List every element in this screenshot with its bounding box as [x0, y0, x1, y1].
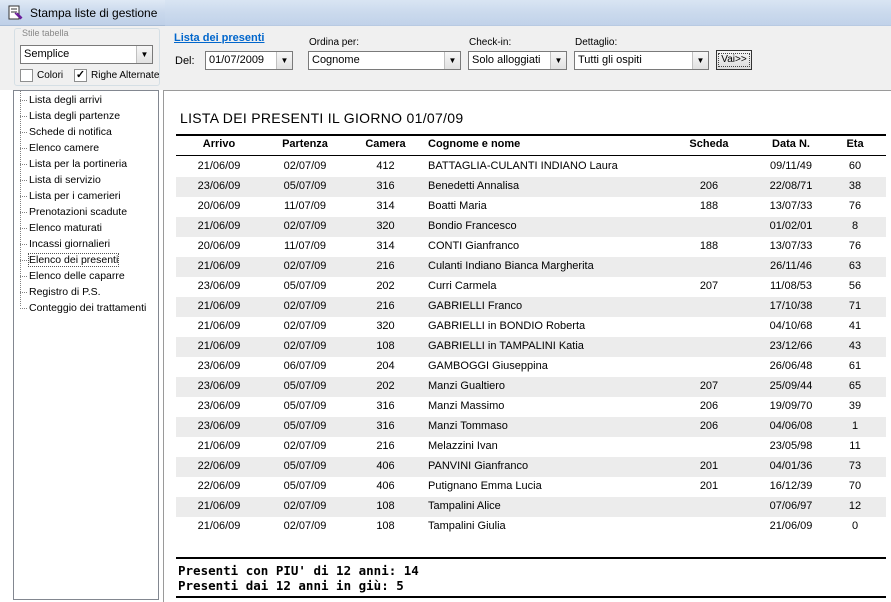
col-camera-cell: 320 [376, 220, 395, 232]
col-arrivo-cell: 22/06/09 [197, 460, 241, 472]
col-data-nascita-cell: 09/11/49 [769, 160, 812, 172]
go-button[interactable] [716, 50, 752, 70]
col-arrivo-cell: 23/06/09 [197, 280, 241, 292]
sidebar-item[interactable] [14, 108, 120, 124]
table-style-value: Semplice [24, 48, 70, 60]
col-partenza-cell: 02/07/09 [283, 160, 327, 172]
col-arrivo-cell: 21/06/09 [197, 320, 241, 332]
sidebar-item-label: Registro di P.S. [29, 286, 101, 298]
detail-select[interactable] [574, 51, 709, 70]
col-camera-cell: 202 [376, 280, 395, 292]
dettaglio-label: Dettaglio: [575, 37, 618, 48]
col-scheda-cell: 207 [699, 280, 719, 292]
col-partenza-cell: 11/07/09 [283, 200, 326, 212]
col-arrivo-cell: 21/06/09 [197, 220, 241, 232]
table-row [176, 417, 886, 437]
sidebar-item-label: Prenotazioni scadute [29, 206, 128, 218]
col-camera-cell: 108 [376, 500, 395, 512]
col-scheda-cell: 206 [699, 180, 719, 192]
col-camera-cell: 406 [376, 460, 395, 472]
col-data-nascita-cell: 23/05/98 [769, 440, 813, 452]
sidebar-item-label: Lista degli arrivi [29, 94, 102, 106]
sidebar-item[interactable] [14, 204, 127, 220]
report-title: LISTA DEI PRESENTI IL GIORNO 01/07/09 [180, 110, 464, 126]
col-nome-header: Cognome e nome [428, 138, 521, 150]
table-row [176, 497, 886, 517]
col-eta-cell: 70 [848, 480, 862, 492]
col-partenza-cell: 05/07/09 [283, 180, 327, 192]
col-data-nascita-cell: 23/12/66 [769, 340, 813, 352]
table-style-group [14, 28, 160, 86]
colori-checkbox[interactable] [20, 69, 33, 82]
col-data-nascita-cell: 26/11/46 [769, 260, 812, 272]
col-arrivo-cell: 21/06/09 [197, 300, 241, 312]
col-eta-cell: 63 [848, 260, 862, 272]
col-nome-cell: Benedetti Annalisa [428, 180, 520, 192]
checkin-value: Solo alloggiati [472, 54, 541, 66]
table-row [176, 337, 886, 357]
col-arrivo-cell: 20/06/09 [197, 240, 241, 252]
chevron-down-icon: ▼ [276, 52, 292, 69]
col-data-nascita-cell: 21/06/09 [769, 520, 813, 532]
col-arrivo-cell: 23/06/09 [197, 400, 241, 412]
summary-under-12: Presenti dai 12 anni in giù: 5 [178, 578, 404, 593]
date-picker[interactable] [205, 51, 293, 70]
table-row [176, 357, 886, 377]
sidebar-item-label: Incassi giornalieri [29, 238, 111, 250]
col-eta-cell: 56 [848, 280, 862, 292]
col-data-nascita-cell: 25/09/44 [769, 380, 813, 392]
col-arrivo-cell: 23/06/09 [197, 380, 241, 392]
table-row [176, 317, 886, 337]
sidebar-item[interactable] [14, 268, 125, 284]
col-partenza-cell: 02/07/09 [283, 260, 327, 272]
col-camera-header: Camera [365, 138, 406, 150]
go-button-label: Vai>> [718, 53, 749, 67]
col-data-nascita-cell: 13/07/33 [769, 200, 813, 212]
table-row [176, 197, 886, 217]
table-row [176, 517, 886, 537]
col-scheda-cell: 206 [699, 400, 719, 412]
col-scheda-cell: 188 [699, 200, 719, 212]
col-scheda-cell: 201 [699, 480, 719, 492]
sort-value: Cognome [312, 54, 360, 66]
col-camera-cell: 412 [376, 160, 395, 172]
col-eta-cell: 8 [851, 220, 859, 232]
table-row [176, 257, 886, 277]
col-camera-cell: 316 [376, 180, 395, 192]
col-camera-cell: 316 [376, 400, 395, 412]
date-value: 01/07/2009 [209, 54, 265, 66]
table-row [176, 377, 886, 397]
col-nome-cell: Tampalini Giulia [428, 520, 506, 532]
col-arrivo-cell: 21/06/09 [197, 500, 241, 512]
col-camera-cell: 320 [376, 320, 395, 332]
col-nome-cell: GABRIELLI in BONDIO Roberta [428, 320, 586, 332]
col-data-nascita-cell: 16/12/39 [769, 480, 813, 492]
col-camera-cell: 216 [376, 300, 395, 312]
sidebar-item[interactable] [14, 236, 110, 252]
col-camera-cell: 314 [376, 200, 395, 212]
col-data-nascita-cell: 07/06/97 [769, 500, 813, 512]
col-data-nascita-cell: 04/01/36 [769, 460, 813, 472]
title-bar-background [165, 0, 891, 26]
col-camera-cell: 216 [376, 260, 395, 272]
sidebar-item[interactable] [14, 140, 99, 156]
sidebar-item-label: Lista per i camerieri [29, 190, 121, 202]
col-arrivo-cell: 23/06/09 [197, 360, 241, 372]
col-camera-cell: 108 [376, 520, 395, 532]
col-camera-cell: 204 [376, 360, 395, 372]
check-icon: ✓ [75, 69, 86, 81]
col-eta-cell: 71 [848, 300, 862, 312]
col-eta-cell: 76 [848, 240, 862, 252]
sidebar-item-label: Elenco dei presenti [29, 254, 119, 266]
col-data-nascita-cell: 13/07/33 [769, 240, 813, 252]
col-partenza-cell: 02/07/09 [283, 340, 327, 352]
col-partenza-header: Partenza [282, 138, 328, 150]
col-partenza-cell: 02/07/09 [283, 520, 327, 532]
col-data-nascita-cell: 22/08/71 [769, 180, 813, 192]
col-partenza-cell: 05/07/09 [283, 280, 327, 292]
col-eta-cell: 11 [849, 440, 861, 452]
col-eta-cell: 60 [848, 160, 862, 172]
col-eta-cell: 38 [848, 180, 862, 192]
del-label: Del: [175, 55, 195, 67]
col-partenza-cell: 02/07/09 [283, 220, 327, 232]
table-style-legend: Stile tabella [22, 28, 69, 38]
report-preview [163, 90, 891, 602]
col-scheda-cell: 188 [699, 240, 719, 252]
sidebar-item-label: Schede di notifica [29, 126, 112, 138]
col-nome-cell: Tampalini Alice [428, 500, 501, 512]
sidebar-item[interactable] [14, 92, 102, 108]
summary-bottom-rule [176, 596, 886, 598]
chevron-down-icon: ▼ [550, 52, 566, 69]
col-nome-cell: GABRIELLI Franco [428, 300, 523, 312]
header-bottom-rule [176, 155, 886, 156]
col-partenza-cell: 05/07/09 [283, 380, 327, 392]
col-eta-cell: 1 [851, 420, 859, 432]
col-data-nascita-cell: 01/02/01 [769, 220, 813, 232]
table-style-select[interactable] [20, 45, 153, 64]
col-eta-cell: 73 [848, 460, 862, 472]
col-nome-cell: Melazzini Ivan [428, 440, 498, 452]
col-data-nascita-cell: 11/08/53 [769, 280, 812, 292]
sidebar-item[interactable] [14, 284, 101, 300]
report-type-tree [13, 90, 159, 600]
col-partenza-cell: 05/07/09 [283, 460, 327, 472]
col-nome-cell: Manzi Tommaso [428, 420, 508, 432]
col-nome-cell: PANVINI Gianfranco [428, 460, 529, 472]
col-eta-header: Eta [846, 138, 864, 150]
col-nome-cell: GABRIELLI in TAMPALINI Katia [428, 340, 584, 352]
col-nome-cell: Manzi Massimo [428, 400, 505, 412]
table-row [176, 237, 886, 257]
col-data-nascita-cell: 04/10/68 [769, 320, 813, 332]
col-arrivo-cell: 21/06/09 [197, 340, 241, 352]
col-nome-cell: Curri Carmela [428, 280, 497, 292]
colori-label: Colori [37, 70, 64, 81]
col-eta-cell: 61 [848, 360, 862, 372]
col-partenza-cell: 02/07/09 [283, 440, 327, 452]
col-eta-cell: 0 [851, 520, 859, 532]
col-scheda-cell: 201 [699, 460, 719, 472]
col-partenza-cell: 02/07/09 [283, 320, 327, 332]
sidebar-item-label: Lista degli partenze [29, 110, 121, 122]
col-data-nascita-cell: 04/06/08 [769, 420, 813, 432]
sidebar-item-label: Conteggio dei trattamenti [29, 302, 147, 314]
col-camera-cell: 202 [376, 380, 395, 392]
col-nome-cell: Manzi Gualtiero [428, 380, 506, 392]
table-row [176, 437, 886, 457]
table-row [176, 457, 886, 477]
title-bar [0, 0, 891, 26]
table-row [176, 277, 886, 297]
sidebar-item[interactable] [14, 252, 118, 268]
col-arrivo-header: Arrivo [202, 138, 236, 150]
window-title: Stampa liste di gestione [30, 6, 158, 20]
checkin-select[interactable] [468, 51, 567, 70]
col-partenza-cell: 05/07/09 [283, 420, 327, 432]
col-partenza-cell: 05/07/09 [283, 400, 327, 412]
col-data-nascita-cell: 17/10/38 [769, 300, 813, 312]
summary-over-12: Presenti con PIU' di 12 anni: 14 [178, 563, 419, 578]
col-nome-cell: Putignano Emma Lucia [428, 480, 542, 492]
sort-select[interactable] [308, 51, 461, 70]
righe-alternate-label: Righe Alternate [91, 70, 160, 81]
sidebar-item-label: Lista per la portineria [29, 158, 128, 170]
table-row [176, 217, 886, 237]
col-arrivo-cell: 23/06/09 [197, 180, 241, 192]
col-nome-cell: Bondio Francesco [428, 220, 517, 232]
col-nome-cell: Boatti Maria [428, 200, 487, 212]
col-arrivo-cell: 20/06/09 [197, 200, 241, 212]
table-header [176, 135, 886, 155]
table-row [176, 177, 886, 197]
sidebar-item[interactable] [14, 172, 101, 188]
col-eta-cell: 76 [848, 200, 862, 212]
sidebar-item[interactable] [14, 188, 121, 204]
col-eta-cell: 39 [848, 400, 862, 412]
col-arrivo-cell: 21/06/09 [197, 260, 241, 272]
sidebar-item[interactable] [14, 300, 146, 316]
sidebar-item[interactable] [14, 156, 127, 172]
col-nome-cell: Culanti Indiano Bianca Margherita [428, 260, 594, 272]
col-partenza-cell: 11/07/09 [283, 240, 326, 252]
col-nome-cell: CONTI Gianfranco [428, 240, 520, 252]
col-eta-cell: 12 [848, 500, 862, 512]
col-partenza-cell: 02/07/09 [283, 300, 327, 312]
col-partenza-cell: 05/07/09 [283, 480, 327, 492]
col-scheda-header: Scheda [689, 138, 729, 150]
col-partenza-cell: 06/07/09 [283, 360, 327, 372]
ordina-label: Ordina per: [309, 37, 360, 48]
col-camera-cell: 314 [376, 240, 395, 252]
col-arrivo-cell: 23/06/09 [197, 420, 241, 432]
sidebar-item-label: Elenco maturati [29, 222, 102, 234]
col-camera-cell: 108 [376, 340, 395, 352]
sidebar-item-label: Lista di servizio [29, 174, 101, 186]
chevron-down-icon: ▼ [444, 52, 460, 69]
sidebar-item-label: Elenco camere [29, 142, 100, 154]
table-row [176, 157, 886, 177]
col-partenza-cell: 02/07/09 [283, 500, 327, 512]
col-arrivo-cell: 21/06/09 [197, 520, 241, 532]
sidebar-item[interactable] [14, 124, 112, 140]
chevron-down-icon: ▼ [136, 46, 152, 63]
filter-toolbar [0, 26, 891, 90]
col-scheda-cell: 206 [699, 420, 719, 432]
col-data-nascita-cell: 19/09/70 [769, 400, 813, 412]
list-title-link[interactable]: Lista dei presenti [174, 32, 265, 44]
sidebar-item-label: Elenco delle caparre [29, 270, 125, 282]
righe-alternate-checkbox[interactable] [74, 69, 87, 82]
chevron-down-icon: ▼ [692, 52, 708, 69]
col-nome-cell: BATTAGLIA-CULANTI INDIANO Laura [428, 160, 618, 172]
printer-doc-icon [6, 4, 24, 22]
col-eta-cell: 41 [848, 320, 862, 332]
table-row [176, 297, 886, 317]
col-nome-cell: GAMBOGGI Giuseppina [428, 360, 548, 372]
col-eta-cell: 43 [848, 340, 862, 352]
col-data-nascita-cell: 26/06/48 [769, 360, 813, 372]
detail-value: Tutti gli ospiti [578, 54, 642, 66]
sidebar-item[interactable] [14, 220, 102, 236]
checkin-label: Check-in: [469, 37, 512, 48]
col-arrivo-cell: 22/06/09 [197, 480, 241, 492]
col-eta-cell: 65 [848, 380, 862, 392]
summary-top-rule [176, 557, 886, 559]
col-camera-cell: 216 [376, 440, 395, 452]
table-row [176, 397, 886, 417]
table-row [176, 477, 886, 497]
col-camera-cell: 406 [376, 480, 395, 492]
col-camera-cell: 316 [376, 420, 395, 432]
col-arrivo-cell: 21/06/09 [197, 440, 241, 452]
col-data-nascita-header: Data N. [772, 138, 810, 150]
col-arrivo-cell: 21/06/09 [197, 160, 241, 172]
col-scheda-cell: 207 [699, 380, 719, 392]
